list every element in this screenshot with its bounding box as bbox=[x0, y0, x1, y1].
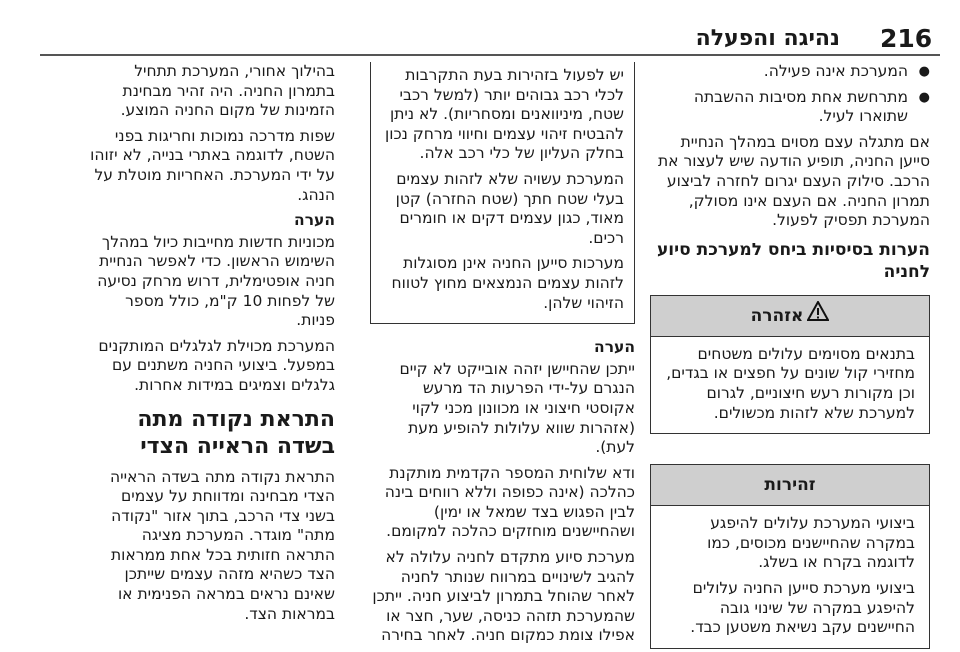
paragraph: התראת נקודה מתה בשדה הראייה הצדי מבחינה ומדווחת על עצמים בשני צדי הרכב, בתוך אזור "נקודה מתה" מוגדר. המערכת מציגה התראה חזותית בכל אחת ממראות הצד כשהיא מזהה עצמים שייתכן שאינם נראים במראה הפנימית או במראות הצד. bbox=[110, 467, 335, 623]
caution-text: ביצועי המערכת עלולים להיפגע במקרה שהחיישנים מכוסים, כמו לדוגמה בקרח או בשלג. bbox=[707, 514, 915, 572]
left-column bbox=[90, 62, 335, 630]
paragraph: אם מתגלה עצם מסוים במהלך הנחיית סייען החניה, תופיע הודעה שיש לעצור את הרכב. סילוק העצם יגרום לחזרה לביצוע תמרון החניה. אם העצם אינו מסולק, המערכת תפסיק לפעול. bbox=[657, 132, 930, 230]
page-header bbox=[0, 0, 960, 60]
paragraph: המערכת עשויה שלא לזהות עצמים בעלי שטח חתך (שטח החזרה) קטן מאוד, כגון עצמים דקים או חומרים רכים. bbox=[395, 169, 624, 247]
bullet-item: ● מתרחשת אחת מסיבות ההשבתה שתוארו לעיל. bbox=[650, 88, 930, 127]
warning-triangle-icon bbox=[807, 296, 829, 336]
page-number: 216 bbox=[880, 24, 933, 53]
middle-column bbox=[370, 62, 635, 652]
paragraph: מכוניות חדשות מחייבות כיול במהלך השימוש הראשון. כדי לאפשר הנחיית חניה אופטימלית, דרוש מרחק נסיעה של לפחות 10 ק"מ, כולל מספר פניות. bbox=[97, 232, 335, 330]
caution-box bbox=[650, 464, 930, 649]
warning-header bbox=[651, 296, 929, 337]
warning-box bbox=[650, 295, 930, 434]
right-column bbox=[650, 62, 930, 649]
paragraph: ודא שלוחית המספר הקדמית מותקנת כהלכה (אינה כפופה וללא רווחים בינה לבין הפגוש בצד שמאל או ימין) ושהחיישנים מוחזקים כהלכה למקומם. bbox=[384, 463, 635, 541]
paragraph: המערכת מכוילת לגלגלים המותקנים במפעל. ביצועי החניה משתנים עם גלגלים וצמיגים במידות אחרות. bbox=[98, 336, 335, 394]
warning-text: בתנאים מסוימים עלולים משטחים מחזירי קול שונים על חפצים או בגדים, וכן מקורות רעש חיצוניים, לגרום למערכת שלא לזהות מכשולים. bbox=[666, 344, 915, 422]
paragraph: מערכות סייען החניה אינן מסוגלות לזהות עצמים הנמצאים מחוץ לטווח הזיהוי שלהן. bbox=[391, 254, 624, 312]
header-rule bbox=[40, 54, 940, 56]
bullet-item: ● המערכת אינה פעילה. bbox=[650, 62, 930, 82]
section-title: נהיגה והפעלה bbox=[695, 26, 840, 51]
note-label: הערה bbox=[594, 338, 635, 357]
paragraph: בהילוך אחורי, המערכת תתחיל בתמרון החניה. היה זהיר מבחינת הזמינות של מקום החניה המוצע. bbox=[120, 62, 335, 120]
caution-text: ביצועי מערכת סייען החניה עלולים להיפגע במקרה של שינוי גובה החיישנים עקב נשיאת משטען כבד. bbox=[690, 578, 915, 637]
warning-title: אזהרה bbox=[750, 305, 804, 326]
paragraph: שפות מדרכה נמוכות וחריגות בפני השטח, לדוגמה באתרי בנייה, לא יזוהו על ידי המערכת. האחריות מוטלת על הנהג. bbox=[90, 126, 335, 204]
section-heading: הערות בסיסיות ביחס למערכת סיוע לחניה bbox=[656, 239, 930, 282]
caution-header: זהירות bbox=[651, 465, 929, 506]
paragraph: ייתכן שהחיישן יזהה אובייקט לא קיים הנגרם על-ידי הפרעות הד מרעש אקוסטי חיצוני או מכוונון מכני לקוי (אזהרות שווא עלולות להופיע מעת לעת). bbox=[399, 359, 635, 457]
note-label: הערה bbox=[294, 211, 335, 230]
paragraph: יש לפעול בזהירות בעת התקרבות לכלי רכב גבוהים יותר (למשל רכבי שטח, מיניוואנים ומסחריות). לא ניתן להבטיח זיהוי עצמים וחיווי מרחק נכון בחלק העליון של כלי רכב אלה. bbox=[385, 66, 624, 163]
warning-continuation-box bbox=[370, 62, 635, 324]
section-heading: התראת נקודה מתה בשדה הראייה הצדי bbox=[137, 406, 335, 459]
paragraph: מערכת סיוע מתקדם לחניה עלולה לא להגיב לשינויים במרווח שנותר לחניה לאחר שהוחל בתמרון לביצוע חניה. ייתכן שהמערכת תזהה כניסה, שער, חצר או אפילו צומת כמקום חניה. לאחר בחירה bbox=[372, 548, 635, 645]
